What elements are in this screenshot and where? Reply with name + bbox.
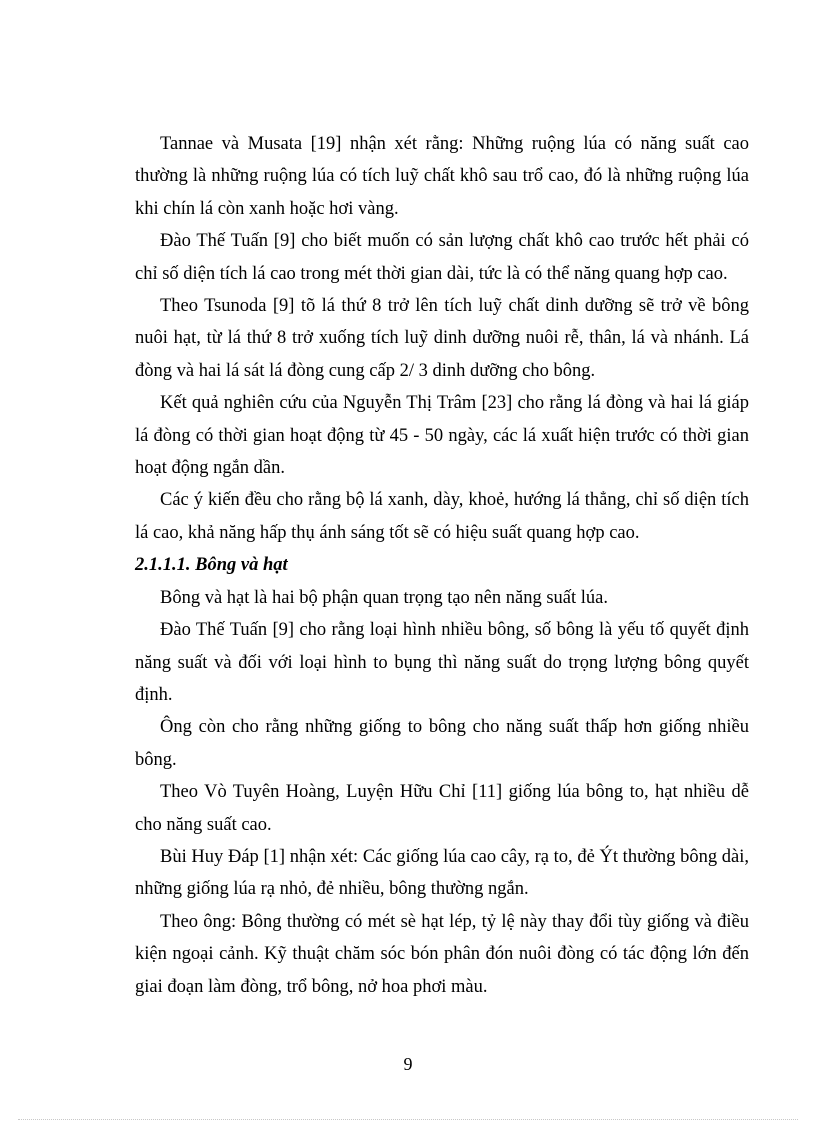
paragraph-leaf-summary: Các ý kiến đều cho rằng bộ lá xanh, dày, khoẻ, hướng lá thẳng, chỉ số diện tích lá cao, khả năng hấp thụ ánh sáng tốt sẽ có hiệu suất quang hợp cao. [135,490,749,543]
paragraph-tannae-musata: Tannae và Musata [19] nhận xét rằng: Những ruộng lúa có năng suất cao thường là những ruộng lúa có tích luỹ chất khô sau trổ cao, đó là những ruộng lúa khi chín lá còn xanh hoặc hơi vàng. [135,134,749,219]
paragraph-dao-the-tuan-panicle: Đào Thế Tuấn [9] cho rằng loại hình nhiều bông, số bông là yếu tố quyết định năng suất và đối với loại hình to bụng thì năng suất do trọng lượng bông quyết định. [135,620,749,705]
page-number: 9 [403,1054,413,1074]
page-body [135,128,749,1003]
paragraph-nguyen-thi-tram: Kết quả nghiên cứu của Nguyễn Thị Trâm [23] cho rằng lá đòng và hai lá giáp lá đòng có thời gian hoạt động từ 45 - 50 ngày, các lá xuất hiện trước có thời gian hoạt động ngắn dần. [135,393,749,479]
section-heading: 2.1.1.1. Bông và hạt [135,555,288,576]
paragraph-tsunoda: Theo Tsunoda [9] tõ lá thứ 8 trở lên tích luỹ chất dinh dưỡng sẽ trở về bông nuôi hạt, từ lá thứ 8 trở xuống tích luỹ dinh dưỡng nuôi rễ, thân, lá và nhánh. Lá đòng và hai lá sát lá đòng cung cấp 2/ 3 dinh dưỡng cho bông. [135,296,749,381]
paragraph-large-panicle: Ông còn cho rằng những giống to bông cho năng suất thấp hơn giống nhiều bông. [135,717,749,770]
page-bottom-divider [18,1119,798,1120]
paragraph-bui-huy-dap: Bùi Huy Đáp [1] nhận xét: Các giống lúa cao cây, rạ to, đẻ Ýt thường bông dài, những giống lúa rạ nhỏ, đẻ nhiều, bông thường ngắn. [135,846,749,900]
paragraph-dao-the-tuan-dry-matter: Đào Thế Tuấn [9] cho biết muốn có sản lượng chất khô cao trước hết phải có chỉ số diện tích lá cao trong mét thời gian dài, tức là có thể năng quang hợp cao. [135,231,749,284]
paragraph-vo-tuyen-hoang: Theo Vò Tuyên Hoàng, Luyện Hữu Chỉ [11] giống lúa bông to, hạt nhiều dễ cho năng suất cao. [135,782,749,835]
paragraph-panicle-intro: Bông và hạt là hai bộ phận quan trọng tạo nên năng suất lúa. [160,587,609,608]
paragraph-theo-ong: Theo ông: Bông thường có mét sè hạt lép, tỷ lệ này thay đổi tùy giống và điều kiện ngoại cảnh. Kỹ thuật chăm sóc bón phân đón nuôi đòng có tác động lớn đến giai đoạn làm đòng, trổ bông, nở hoa phơi màu. [135,911,749,997]
